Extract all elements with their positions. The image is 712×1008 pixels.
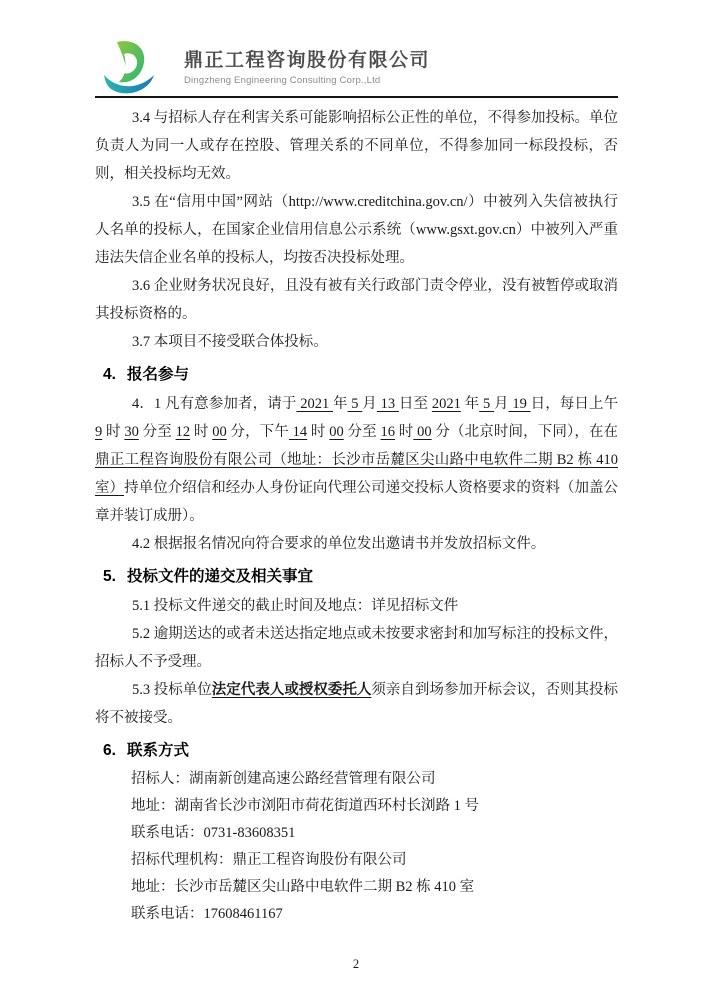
underlined-text: 5 bbox=[479, 396, 494, 412]
contact-line bbox=[95, 874, 618, 901]
text-run: 4.2 根据报名情况向符合要求的单位发出邀请书并发放招标文件。 bbox=[132, 536, 546, 552]
section-heading bbox=[95, 563, 618, 591]
text-run: 时 bbox=[307, 424, 330, 440]
underlined-text: 2021 bbox=[296, 396, 333, 412]
text-run: 月 bbox=[493, 396, 509, 412]
text-run: 时 bbox=[190, 424, 213, 440]
document-body bbox=[95, 104, 618, 928]
document-header bbox=[100, 41, 430, 95]
page-number: 2 bbox=[352, 957, 360, 971]
section-title: 投标文件的递交及相关事宜 bbox=[126, 568, 313, 585]
text-run: 月 bbox=[362, 396, 377, 412]
text-run: 年 bbox=[332, 396, 348, 412]
paragraph bbox=[95, 390, 618, 530]
company-logo-icon bbox=[100, 41, 160, 95]
section-number: 6. bbox=[103, 742, 116, 759]
text-run: 3.5 在“信用中国”网站（http://www.creditchina.gov.cn/）中被列入失信被执行人名单的投标人，在国家企业信用信息公示系统（www.gsxt.gov.cn）中被列入严重违法失信企业名单的投标人，均按否决投标处理。 bbox=[95, 194, 618, 266]
contact-line bbox=[95, 820, 618, 847]
section-heading bbox=[95, 737, 618, 765]
text-run: 分至 bbox=[343, 424, 381, 440]
paragraph bbox=[95, 272, 618, 328]
text-run: 联系电话：17608461167 bbox=[131, 906, 283, 922]
text-run: 日至 bbox=[398, 396, 432, 412]
underlined-text: 00 bbox=[212, 424, 227, 440]
underlined-text: 19 bbox=[508, 396, 531, 412]
text-run: 时 bbox=[102, 424, 125, 440]
paragraph bbox=[95, 676, 618, 732]
paragraph bbox=[95, 328, 618, 356]
header-text bbox=[184, 50, 430, 86]
company-name-cn: 鼎正工程咨询股份有限公司 bbox=[184, 50, 431, 71]
underlined-text: 16 bbox=[380, 424, 396, 440]
underlined-text: 9 bbox=[95, 424, 103, 440]
text-run: 年 bbox=[460, 396, 480, 412]
paragraph bbox=[95, 530, 618, 558]
text-run: 联系电话：0731-83608351 bbox=[131, 825, 296, 841]
section-title: 联系方式 bbox=[126, 742, 189, 759]
underlined-text: 鼎正工程咨询股份有限公司（地址：长沙市岳麓区尖山路中电软件二期 B2 栋 410 室） bbox=[95, 452, 618, 496]
section-heading bbox=[95, 361, 618, 389]
text-run: 分至 bbox=[138, 424, 176, 440]
text-run: 3.7 本项目不接受联合体投标。 bbox=[132, 334, 328, 350]
text-run: 地址：长沙市岳麓区尖山路中电软件二期 B2 栋 410 室 bbox=[131, 879, 475, 895]
text-run: 日，每日上午 bbox=[530, 396, 619, 412]
text-run: 5.1 投标文件递交的截止时间及地点：详见招标文件 bbox=[132, 598, 459, 614]
contact-line bbox=[95, 793, 618, 820]
underlined-text: 5 bbox=[347, 396, 363, 412]
header-rule bbox=[95, 96, 618, 98]
section-number: 5. bbox=[103, 568, 116, 585]
underlined-text: 00 bbox=[329, 424, 344, 440]
text-run: 5.2 逾期送达的或者未送达指定地点或未按要求密封和加写标注的投标文件，招标人不予受理。 bbox=[95, 626, 618, 670]
paragraph bbox=[95, 188, 618, 272]
text-run: 3.4 与招标人存在利害关系可能影响招标公正性的单位，不得参加投标。单位负责人为同一人或存在控股、管理关系的不同单位，不得参加同一标段投标，否则，相关投标均无效。 bbox=[95, 110, 618, 182]
text-run: 地址：湖南省长沙市浏阳市荷花街道西环村长浏路 1 号 bbox=[131, 798, 479, 814]
text-run: 时 bbox=[395, 424, 414, 440]
paragraph bbox=[95, 620, 618, 676]
text-run: 分（北京时间，下同），在在 bbox=[431, 424, 619, 440]
text-run: 5.3 投标单位 bbox=[132, 682, 212, 698]
paragraph bbox=[95, 592, 618, 620]
underlined-text: 12 bbox=[175, 424, 191, 440]
section-number: 4. bbox=[103, 366, 116, 383]
text-run: 持单位介绍信和经办人身份证向代理公司递交投标人资格要求的资料（加盖公章并装订成册）。 bbox=[95, 480, 619, 524]
company-name-en: Dingzheng Engineering Consulting Corp.,Ltd bbox=[184, 75, 381, 86]
text-run: 招标人：湖南新创建高速公路经营管理有限公司 bbox=[131, 771, 436, 787]
section-title: 报名参与 bbox=[126, 366, 189, 383]
text-run: 3.6 企业财务状况良好，且没有被有关行政部门责令停业，没有被暂停或取消其投标资格的。 bbox=[95, 278, 618, 322]
paragraph bbox=[95, 104, 618, 188]
text-run: 分，下午 bbox=[226, 424, 289, 440]
text-run: 须亲自到场参加开标会议，否则其投标将不被接受。 bbox=[95, 682, 619, 726]
underlined-text: 2021 bbox=[431, 396, 461, 412]
underlined-text: 13 bbox=[376, 396, 399, 412]
contact-line bbox=[95, 847, 618, 874]
underlined-text: 14 bbox=[288, 424, 308, 440]
contact-line bbox=[95, 766, 618, 793]
underlined-text: 00 bbox=[413, 424, 432, 440]
underlined-text: 法定代表人或授权委托人 bbox=[211, 682, 372, 698]
text-run: 4．1 凡有意参加者，请于 bbox=[132, 396, 297, 412]
text-run: 招标代理机构：鼎正工程咨询股份有限公司 bbox=[131, 852, 407, 868]
contact-line bbox=[95, 901, 618, 928]
underlined-text: 30 bbox=[124, 424, 139, 440]
